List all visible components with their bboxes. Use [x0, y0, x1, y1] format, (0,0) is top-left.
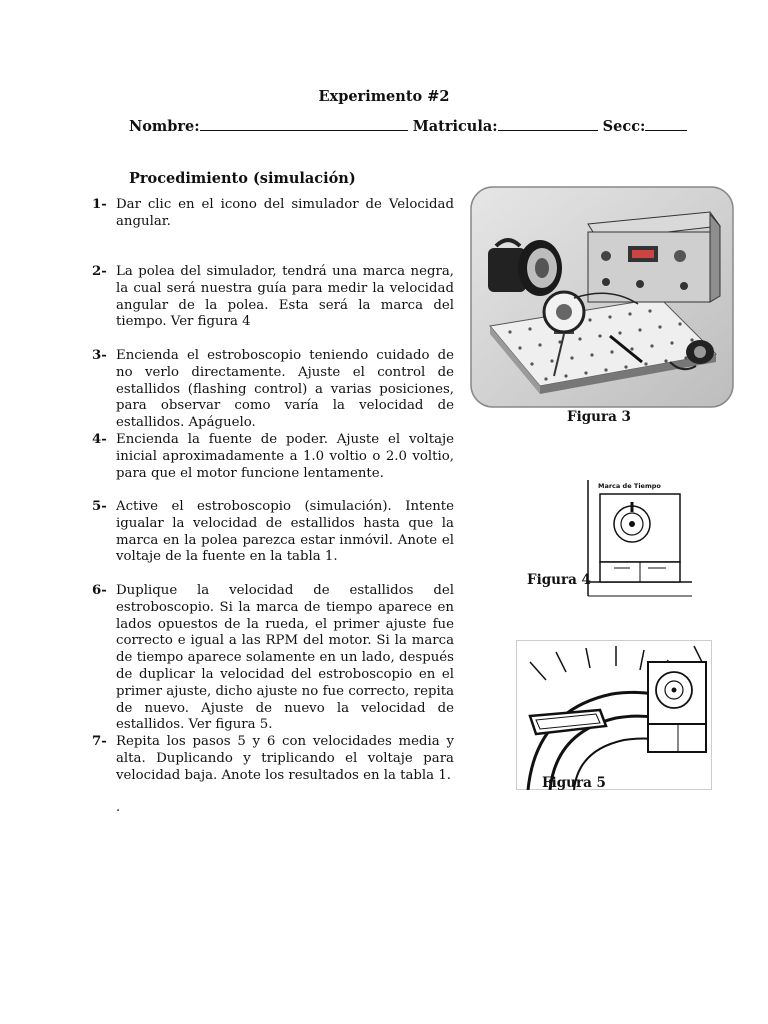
trailing-dot: . [116, 800, 121, 815]
figure-3-caption: Figura 3 [567, 409, 631, 425]
figure-4-caption: Figura 4 [527, 572, 591, 588]
step-text: Encienda la fuente de poder. Ajuste el voltaje inicial aproximadamente a 1.0 voltio o 2.0 voltio, para que el motor funcione lentamente. [116, 432, 454, 481]
nombre-label: Nombre: [129, 118, 200, 135]
secc-field[interactable] [645, 116, 687, 131]
nombre-field[interactable] [200, 116, 408, 131]
step-number: 3- [92, 348, 107, 363]
section-heading: Procedimiento (simulación) [129, 170, 356, 187]
step-number: 5- [92, 499, 107, 514]
step-text: La polea del simulador, tendrá una marca negra, la cual será nuestra guía para medir la velocidad angular de la polea. Esta será la marca del tiempo. Ver figura 4 [116, 264, 454, 330]
step-text: Dar clic en el icono del simulador de Velocidad angular. [116, 197, 454, 229]
matricula-field[interactable] [498, 116, 598, 131]
step-item [92, 264, 454, 331]
step-item [92, 432, 454, 482]
step-item [92, 197, 454, 231]
step-number: 7- [92, 734, 107, 749]
figure-5-caption: Figura 5 [542, 775, 606, 791]
step-text: Active el estroboscopio (simulación). Intente igualar la velocidad de estallidos hasta que la marca en la polea parezca estar inmóvil. Anote el voltaje de la fuente en la tabla 1. [116, 499, 454, 565]
step-number: 2- [92, 264, 107, 279]
step-text: Encienda el estroboscopio teniendo cuidado de no verlo directamente. Ajuste el control de estallidos (flashing control) a varias posiciones, para observar como varía la velocidad de estallidos. Apáguelo. [116, 348, 454, 431]
step-text: Repita los pasos 5 y 6 con velocidades media y alta. Duplicando y triplicando el voltaje para velocidad baja. Anote los resultados en la tabla 1. [116, 734, 454, 783]
figure-5-diagram [516, 640, 712, 790]
figure-3-photo [470, 186, 734, 408]
page-title: Experimento #2 [318, 88, 450, 105]
step-number: 4- [92, 432, 107, 447]
figure-4-label: Marca de Tiempo [598, 482, 661, 490]
step-item [92, 348, 454, 432]
step-item [92, 583, 454, 734]
step-item [92, 499, 454, 566]
step-number: 6- [92, 583, 107, 598]
step-item [92, 734, 454, 784]
step-number: 1- [92, 197, 107, 212]
student-info-line [129, 116, 687, 135]
secc-label: Secc: [602, 118, 646, 135]
figure-4-diagram [586, 478, 692, 598]
matricula-label: Matricula: [412, 118, 498, 135]
step-text: Duplique la velocidad de estallidos del estroboscopio. Si la marca de tiempo aparece en lados opuestos de la rueda, el primer ajuste fue correcto e igual a las RPM del motor. Si la marca de tiempo aparece solamente en un lado, después de duplicar la velocidad del estroboscopio en el primer ajuste, dicho ajuste no fue correcto, repita de nuevo. Ajuste de nuevo la velocidad de estallidos. Ver figura 5. [116, 583, 454, 733]
